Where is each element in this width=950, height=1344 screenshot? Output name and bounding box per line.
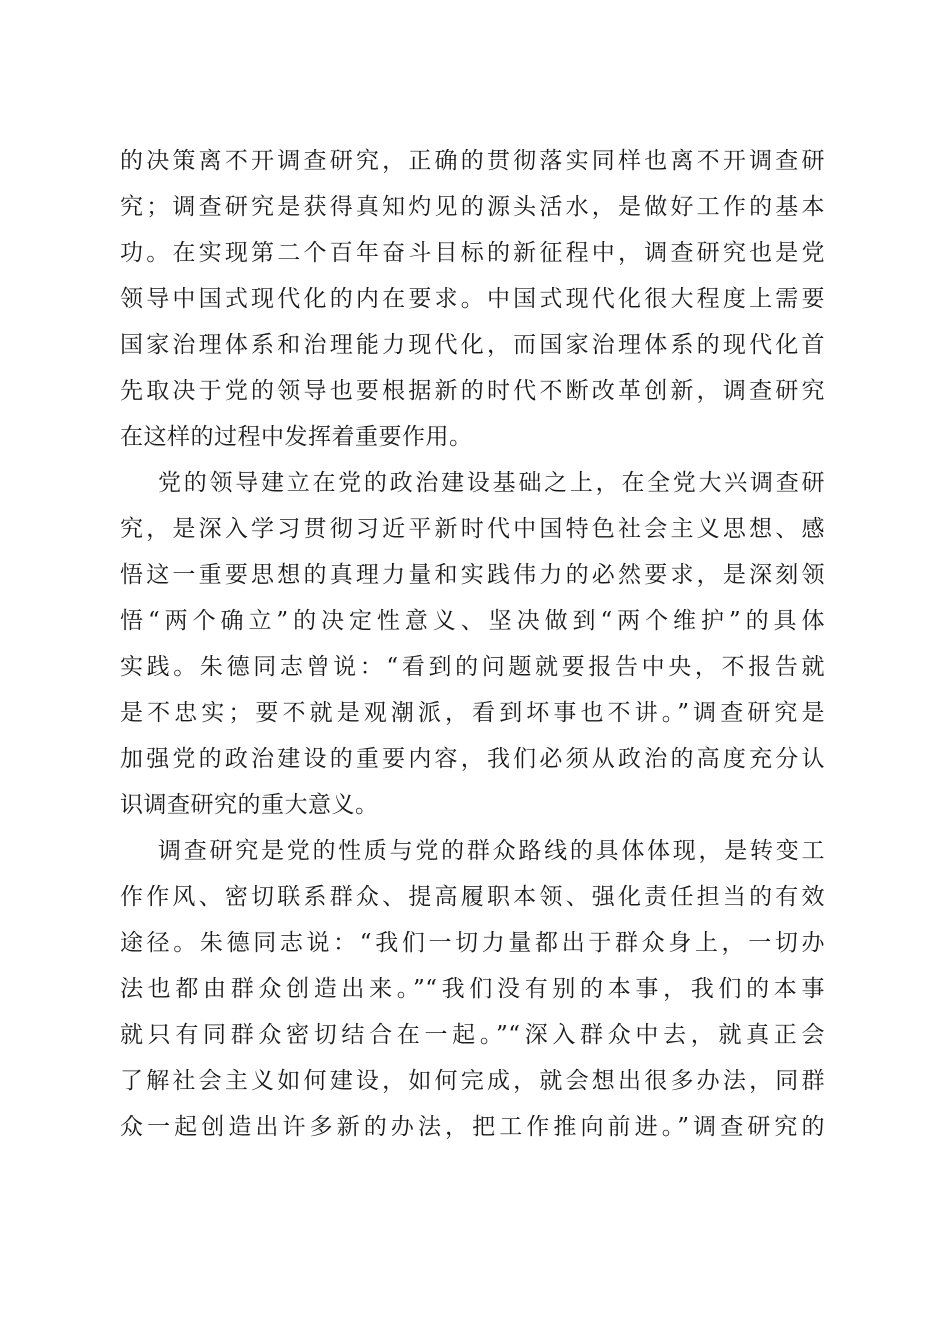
- text-line: 究，是深入学习贯彻习近平新时代中国特色社会主义思想、感: [120, 516, 825, 542]
- paragraph-1: [120, 138, 825, 460]
- text-line: 党的领导建立在党的政治建设基础之上，在全党大兴调查研: [158, 470, 825, 496]
- paragraph-3: [120, 828, 825, 1150]
- text-line: 加强党的政治建设的重要内容，我们必须从政治的高度充分认: [120, 746, 825, 772]
- text-line: 识调查研究的重大意义。: [120, 792, 379, 818]
- text-line: 众一起创造出许多新的办法，把工作推向前进。”调查研究的: [120, 1114, 825, 1140]
- text-line: 法也都由群众创造出来。”“我们没有别的本事，我们的本事: [120, 976, 825, 1002]
- document-body: [120, 138, 825, 1150]
- text-line: 途径。朱德同志说：“我们一切力量都出于群众身上，一切办: [120, 930, 825, 956]
- text-line: 悟这一重要思想的真理力量和实践伟力的必然要求，是深刻领: [120, 562, 825, 588]
- text-line: 了解社会主义如何建设，如何完成，就会想出很多办法，同群: [120, 1068, 825, 1094]
- text-line: 领导中国式现代化的内在要求。中国式现代化很大程度上需要: [120, 286, 825, 312]
- text-line: 的决策离不开调查研究，正确的贯彻落实同样也离不开调查研: [120, 148, 825, 174]
- text-line: 国家治理体系和治理能力现代化，而国家治理体系的现代化首: [120, 332, 825, 358]
- text-line: 功。在实现第二个百年奋斗目标的新征程中，调查研究也是党: [120, 240, 825, 266]
- paragraph-2: [120, 460, 825, 828]
- text-line: 实践。朱德同志曾说：“看到的问题就要报告中央，不报告就: [120, 654, 825, 680]
- text-line: 在这样的过程中发挥着重要作用。: [120, 424, 473, 450]
- text-line: 先取决于党的领导也要根据新的时代不断改革创新，调查研究: [120, 378, 825, 404]
- text-line: 作作风、密切联系群众、提高履职本领、强化责任担当的有效: [120, 884, 825, 910]
- text-line: 究；调查研究是获得真知灼见的源头活水，是做好工作的基本: [120, 194, 825, 220]
- text-line: 悟“两个确立”的决定性意义、坚决做到“两个维护”的具体: [120, 608, 825, 634]
- text-line: 调查研究是党的性质与党的群众路线的具体体现，是转变工: [158, 838, 825, 864]
- text-line: 就只有同群众密切结合在一起。”“深入群众中去，就真正会: [120, 1022, 825, 1048]
- text-line: 是不忠实；要不就是观潮派，看到坏事也不讲。”调查研究是: [120, 700, 825, 726]
